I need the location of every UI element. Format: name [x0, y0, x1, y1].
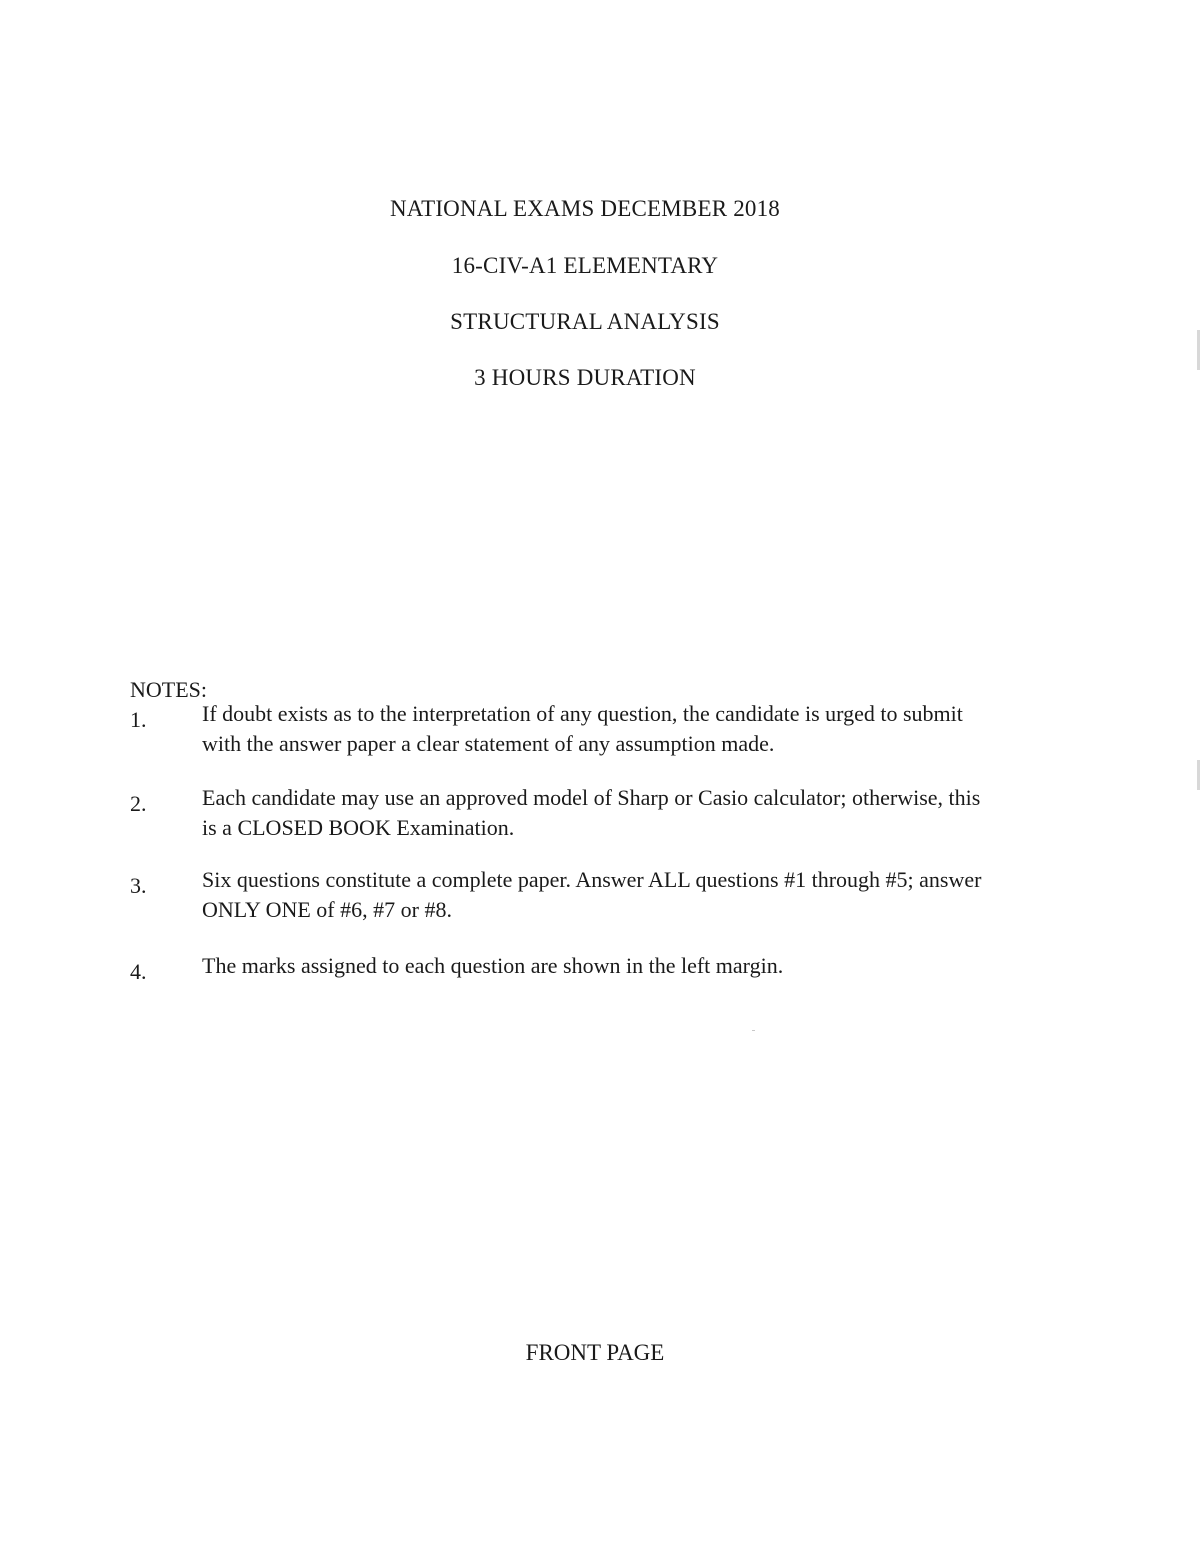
note-number: 1. [130, 707, 147, 732]
exam-duration: 3 HOURS DURATION [474, 365, 696, 390]
front-page-label: FRONT PAGE [525, 1340, 665, 1365]
course-subject-title: STRUCTURAL ANALYSIS [450, 309, 720, 334]
exam-session-title: NATIONAL EXAMS DECEMBER 2018 [390, 196, 780, 221]
note-text: Each candidate may use an approved model of Sharp or Casio calculator; otherwise, this is a CLOSED BOOK Examination. [202, 785, 981, 840]
note-number: 2. [130, 791, 147, 816]
note-number: 4. [130, 959, 147, 984]
notes-heading: NOTES: [130, 677, 207, 702]
note-number: 3. [130, 873, 147, 898]
scan-speck [752, 1030, 755, 1031]
note-text: Six questions constitute a complete paper. Answer ALL questions #1 through #5; answer ONLY ONE of #6, #7 or #8. [202, 867, 982, 922]
course-code-title: 16-CIV-A1 ELEMENTARY [451, 253, 719, 278]
note-text: The marks assigned to each question are shown in the left margin. [202, 953, 784, 978]
note-text: If doubt exists as to the interpretation of any question, the candidate is urged to submit with the answer paper a clear statement of any assumption made. [202, 701, 963, 756]
